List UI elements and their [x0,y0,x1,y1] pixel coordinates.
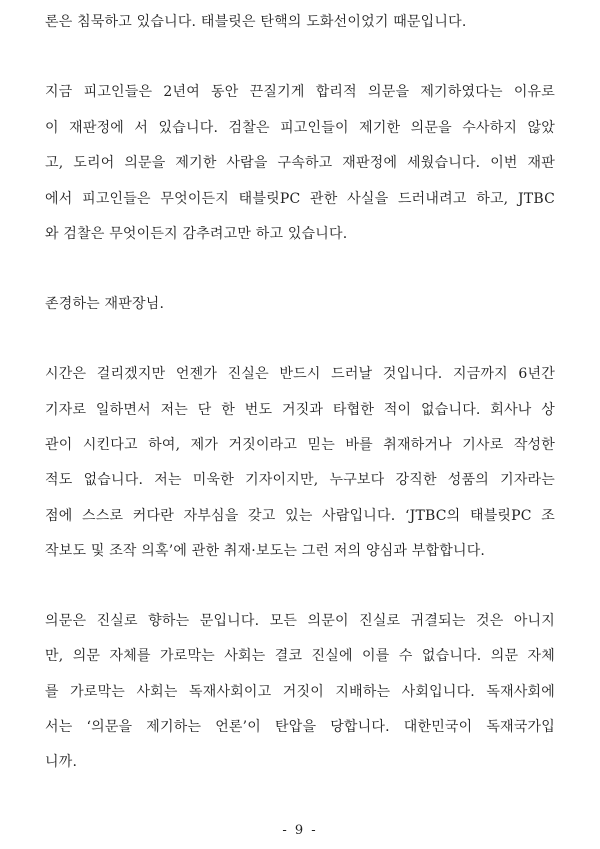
text-line: 작보도 및 조작 의혹’에 관한 취재·보도는 그런 저의 양심과 부합합니다. [45,543,486,559]
text-line: 니까. [45,754,78,770]
text-line: 론은 침묵하고 있습니다. 태블릿은 탄핵의 도화선이었기 때문입니다. [45,14,467,30]
text-line: 와 검찰은 무엇이든지 감추려고만 하고 있습니다. [45,226,348,242]
text-line: 만, 의문 자체를 가로막는 사회는 결코 진실에 이를 수 없습니다. 의문 자체 [45,648,555,664]
text-line: 지금 피고인들은 2년여 동안 끈질기게 합리적 의문을 제기하였다는 이유로 [45,84,555,100]
text-line: 고, 도리어 의문을 제기한 사람을 구속하고 재판정에 세웠습니다. 이번 재판 [45,155,555,171]
text-line: 이 재판정에 서 있습니다. 검찰은 피고인들이 제기한 의문을 수사하지 않았 [45,120,555,136]
text-line: 서는 ‘의문을 제기하는 언론’이 탄압을 당합니다. 대한민국이 독재국가입 [45,719,555,735]
text-line: 존경하는 재판장님. [45,296,165,312]
text-line: 점에 스스로 커다란 자부심을 갖고 있는 사람입니다. ‘JTBC의 태블릿PC 조 [45,508,555,524]
text-line: 에서 피고인들은 무엇이든지 태블릿PC 관한 사실을 드러내려고 하고, JTBC [45,191,555,207]
text-line: 적도 없습니다. 저는 미욱한 기자이지만, 누구보다 강직한 성품의 기자라는 [45,472,555,488]
text-line: 시간은 걸리겠지만 언젠가 진실은 반드시 드러날 것입니다. 지금까지 6년간 [45,366,555,382]
text-line: 관이 시킨다고 하여, 제가 거짓이라고 믿는 바를 취재하거나 기사로 작성한 [45,437,555,453]
text-line: 기자로 일하면서 저는 단 한 번도 거짓과 타협한 적이 없습니다. 회사나 상 [45,402,555,418]
page-number: - 9 - [282,823,318,838]
text-line: 의문은 진실로 향하는 문입니다. 모든 의문이 진실로 귀결되는 것은 아니지 [45,613,555,629]
text-line: 를 가로막는 사회는 독재사회이고 거짓이 지배하는 사회입니다. 독재사회에 [45,684,555,700]
